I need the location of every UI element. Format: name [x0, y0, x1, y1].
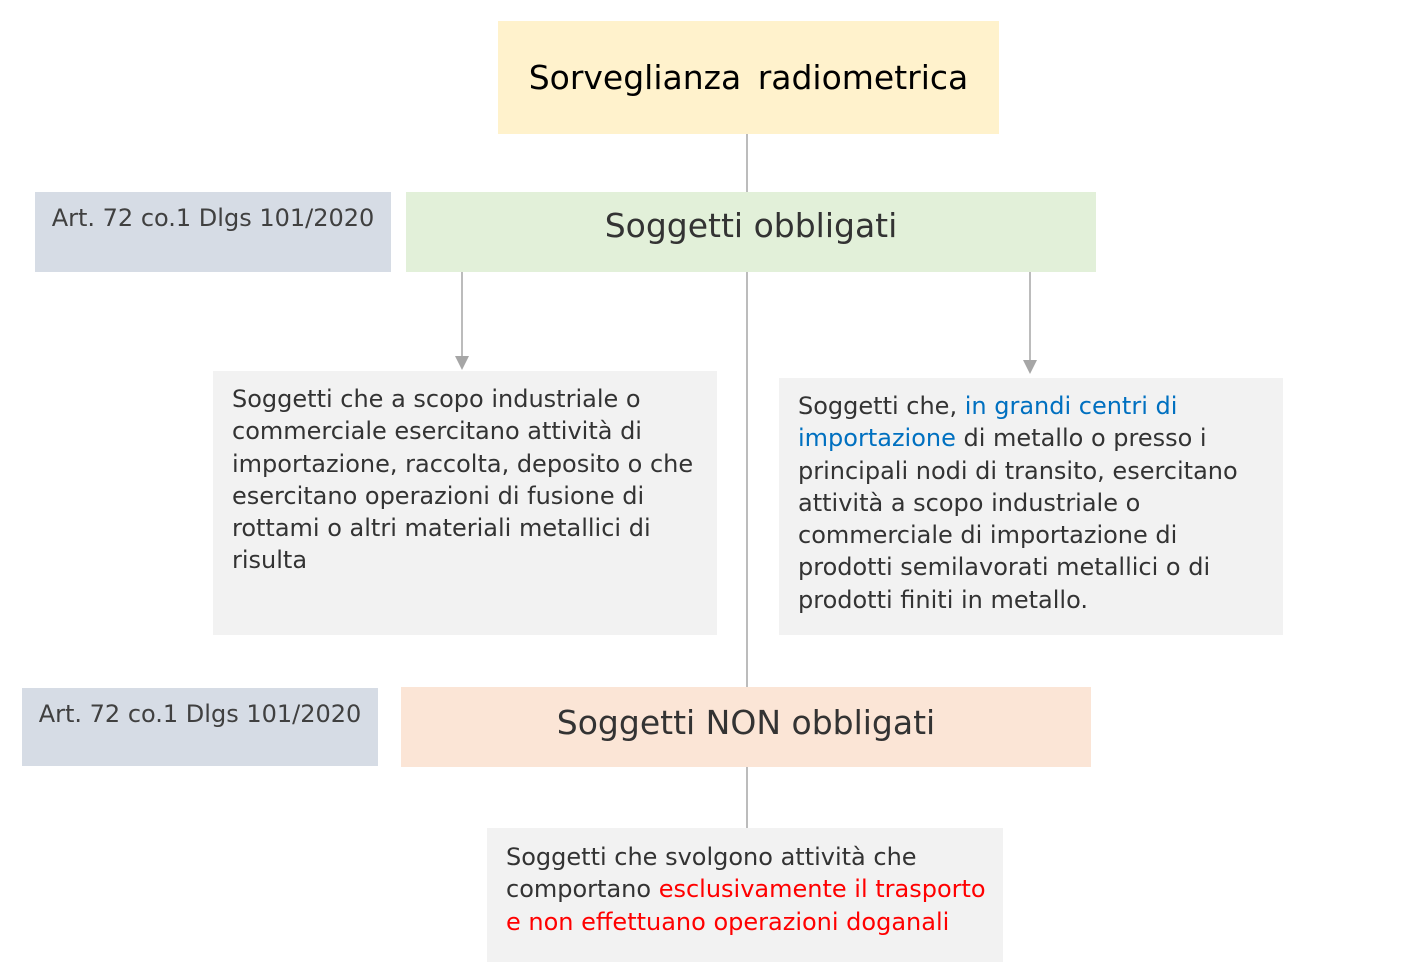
- arrow-left-head: [455, 356, 469, 370]
- description-bottom-highlight: esclusivamente il trasporto e non effettuano operazioni doganali: [506, 875, 986, 936]
- category-text-obbligati: Soggetti obbligati: [604, 205, 898, 245]
- category-text-non-obbligati: Soggetti NON obbligati: [556, 702, 936, 742]
- title-box: [498, 21, 999, 134]
- reference-box-non-obbligati: [22, 688, 378, 766]
- description-right-highlight: in grandi centri di importazione: [798, 392, 1178, 453]
- category-box-non-obbligati: [401, 687, 1091, 767]
- description-box-left: [213, 371, 717, 635]
- description-right-part2: di metallo o presso i principali nodi di transito, esercitano attività a scopo industriale o commerciale di importazione di prodotti semilavorati metallici o di prodotti finiti in metallo.: [798, 424, 1238, 614]
- description-bottom-part1: Soggetti che svolgono attività che comportano: [506, 843, 917, 904]
- reference-text-non-obbligati: Art. 72 co.1 Dlgs 101/2020: [38, 700, 362, 728]
- description-text-left: Soggetti che a scopo industriale o commerciale esercitano attività di importazione, raccolta, deposito o che esercitano operazioni di fusione di rottami o altri materiali metallici di risulta: [232, 385, 694, 575]
- category-box-obbligati: [406, 192, 1096, 272]
- description-right-part1: Soggetti che,: [798, 392, 965, 420]
- title-text: Sorveglianza radiometrica: [528, 58, 969, 97]
- description-box-right: [779, 378, 1283, 635]
- description-box-bottom: [487, 828, 1003, 962]
- reference-text-obbligati: Art. 72 co.1 Dlgs 101/2020: [51, 204, 375, 232]
- arrow-right-head: [1023, 360, 1037, 374]
- reference-box-obbligati: [35, 192, 391, 272]
